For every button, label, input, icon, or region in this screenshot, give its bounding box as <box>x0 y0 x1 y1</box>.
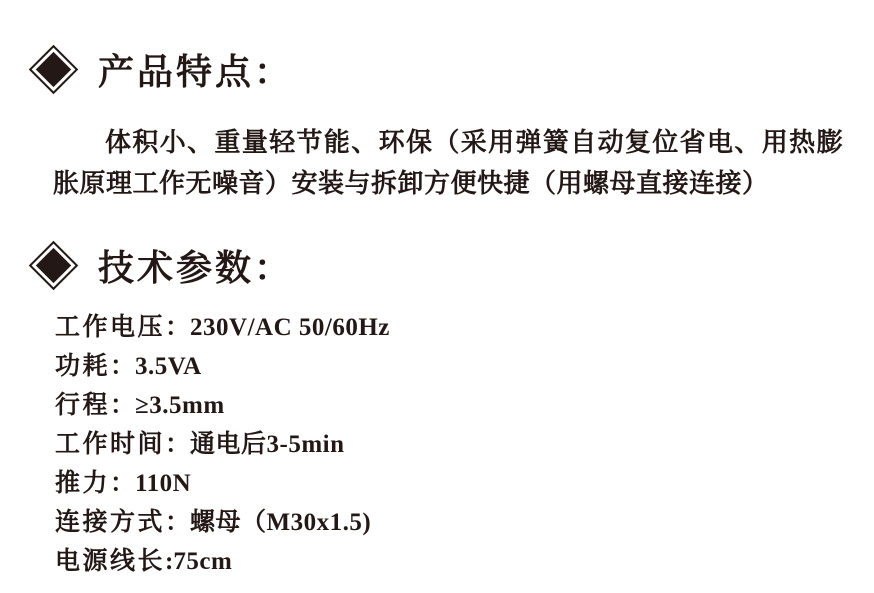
spec-value: 螺母（M30x1.5) <box>190 509 372 536</box>
features-heading: 产品特点： <box>98 51 294 92</box>
spec-label: 工作电压 <box>55 314 166 341</box>
diamond-fill <box>35 247 70 282</box>
diamond-bullet-icon <box>26 42 80 96</box>
spec-colon: ： <box>110 353 136 380</box>
spec-value: 通电后3-5min <box>190 431 345 458</box>
diamond-outline <box>28 44 77 93</box>
spec-label: 行程 <box>55 392 111 419</box>
specs-section <box>0 238 874 581</box>
spec-label: 功耗 <box>55 353 111 380</box>
spec-row-voltage <box>55 308 874 347</box>
spec-colon: : <box>165 548 174 575</box>
spec-colon: ： <box>110 470 136 497</box>
specs-heading: 技术参数： <box>98 247 294 288</box>
spec-colon: ： <box>165 314 191 341</box>
diamond-bullet-icon <box>26 238 80 292</box>
diamond-outline <box>28 240 77 289</box>
features-paragraph: 体积小、重量轻节能、环保（采用弹簧自动复位省电、用热膨胀原理工作无噪音）安装与拆卸方便快捷（用螺母直接连接） <box>53 128 843 198</box>
spec-colon: ： <box>165 431 191 458</box>
spec-colon: ： <box>165 509 191 536</box>
spec-row-thrust <box>55 464 874 503</box>
spec-label: 电源线长 <box>55 548 166 575</box>
spec-row-cordlength <box>55 542 874 581</box>
features-section <box>0 42 874 204</box>
spec-value: ≥3.5mm <box>135 392 225 419</box>
spec-row-stroke <box>55 386 874 425</box>
spec-value: 75cm <box>173 548 233 575</box>
spec-row-connection <box>55 503 874 542</box>
features-heading-row <box>0 42 874 96</box>
spec-row-power <box>55 347 874 386</box>
spec-colon: ： <box>110 392 136 419</box>
spec-label: 工作时间 <box>55 431 166 458</box>
diamond-fill <box>35 51 70 86</box>
spec-row-worktime <box>55 425 874 464</box>
spec-label: 推力 <box>55 470 111 497</box>
spec-value: 110N <box>135 470 192 497</box>
spec-label: 连接方式 <box>55 509 166 536</box>
specs-heading-row <box>0 238 874 292</box>
spec-value: 3.5VA <box>135 353 202 380</box>
spec-list <box>55 308 874 581</box>
spec-value: 230V/AC 50/60Hz <box>190 314 390 341</box>
